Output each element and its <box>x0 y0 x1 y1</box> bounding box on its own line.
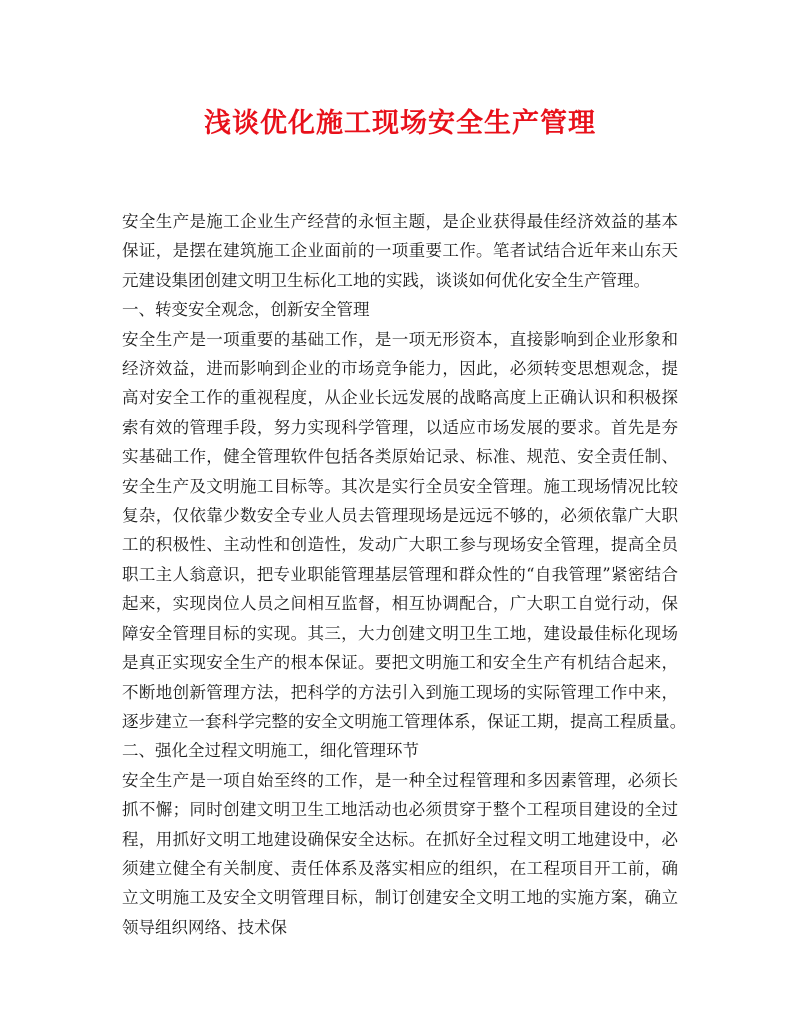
paragraph-intro: 安全生产是施工企业生产经营的永恒主题，是企业获得最佳经济效益的基本保证，是摆在建筑施工企业面前的一项重要工作。笔者试结合近年来山东天元建设集团创建文明卫生标化工地的实践，谈谈如何优化安全生产管理。 <box>122 212 678 290</box>
section-heading-1: 一、转变安全观念，创新安全管理 <box>122 300 370 320</box>
paragraph-section-1: 安全生产是一项重要的基础工作，是一项无形资本，直接影响到企业形象和经济效益，进而影响到企业的市场竞争能力，因此，必须转变思想观念，提高对安全工作的重视程度，从企业长远发展的战略高度上正确认识和积极探索有效的管理手段，努力实现科学管理，以适应市场发展的要求。首先是夯实基础工作，健全管理软件包括各类原始记录、标准、规范、安全责任制、安全生产及文明施工目标等。其次是实行全员安全管理。施工现场情况比较复杂，仅依靠少数安全专业人员去管理现场是远远不够的，必须依靠广大职工的积极性、主动性和创造性，发动广大职工参与现场安全管理，提高全员职工主人翁意识，把专业职能管理基层管理和群众性的“自我管理”紧密结合起来，实现岗位人员之间相互监督，相互协调配合，广大职工自觉行动，保障安全管理目标的实现。其三，大力创建文明卫生工地，建设最佳标化现场是真正实现安全生产的根本保证。要把文明施工和安全生产有机结合起来，不断地创新管理方法，把科学的方法引入到施工现场的实际管理工作中来，逐步建立一套科学完整的安全文明施工管理体系，保证工期，提高工程质量。 二、强化全过程文明施工，细化管理环节 <box>122 329 695 761</box>
paragraph-section-2: 安全生产是一项自始至终的工作，是一种全过程管理和多因素管理，必须长抓不懈；同时创建文明卫生工地活动也必须贯穿于整个工程项目建设的全过程，用抓好文明工地建设确保安全达标。在抓好全过程文明工地建设中，必须建立健全有关制度、责任体系及落实相应的组织，在工程项目开工前，确立文明施工及安全文明管理目标，制订创建安全文明工地的实施方案，确立领导组织网络、技术保 <box>122 770 678 937</box>
document-title: 浅谈优化施工现场安全生产管理 <box>204 108 596 139</box>
document-body <box>122 207 695 942</box>
